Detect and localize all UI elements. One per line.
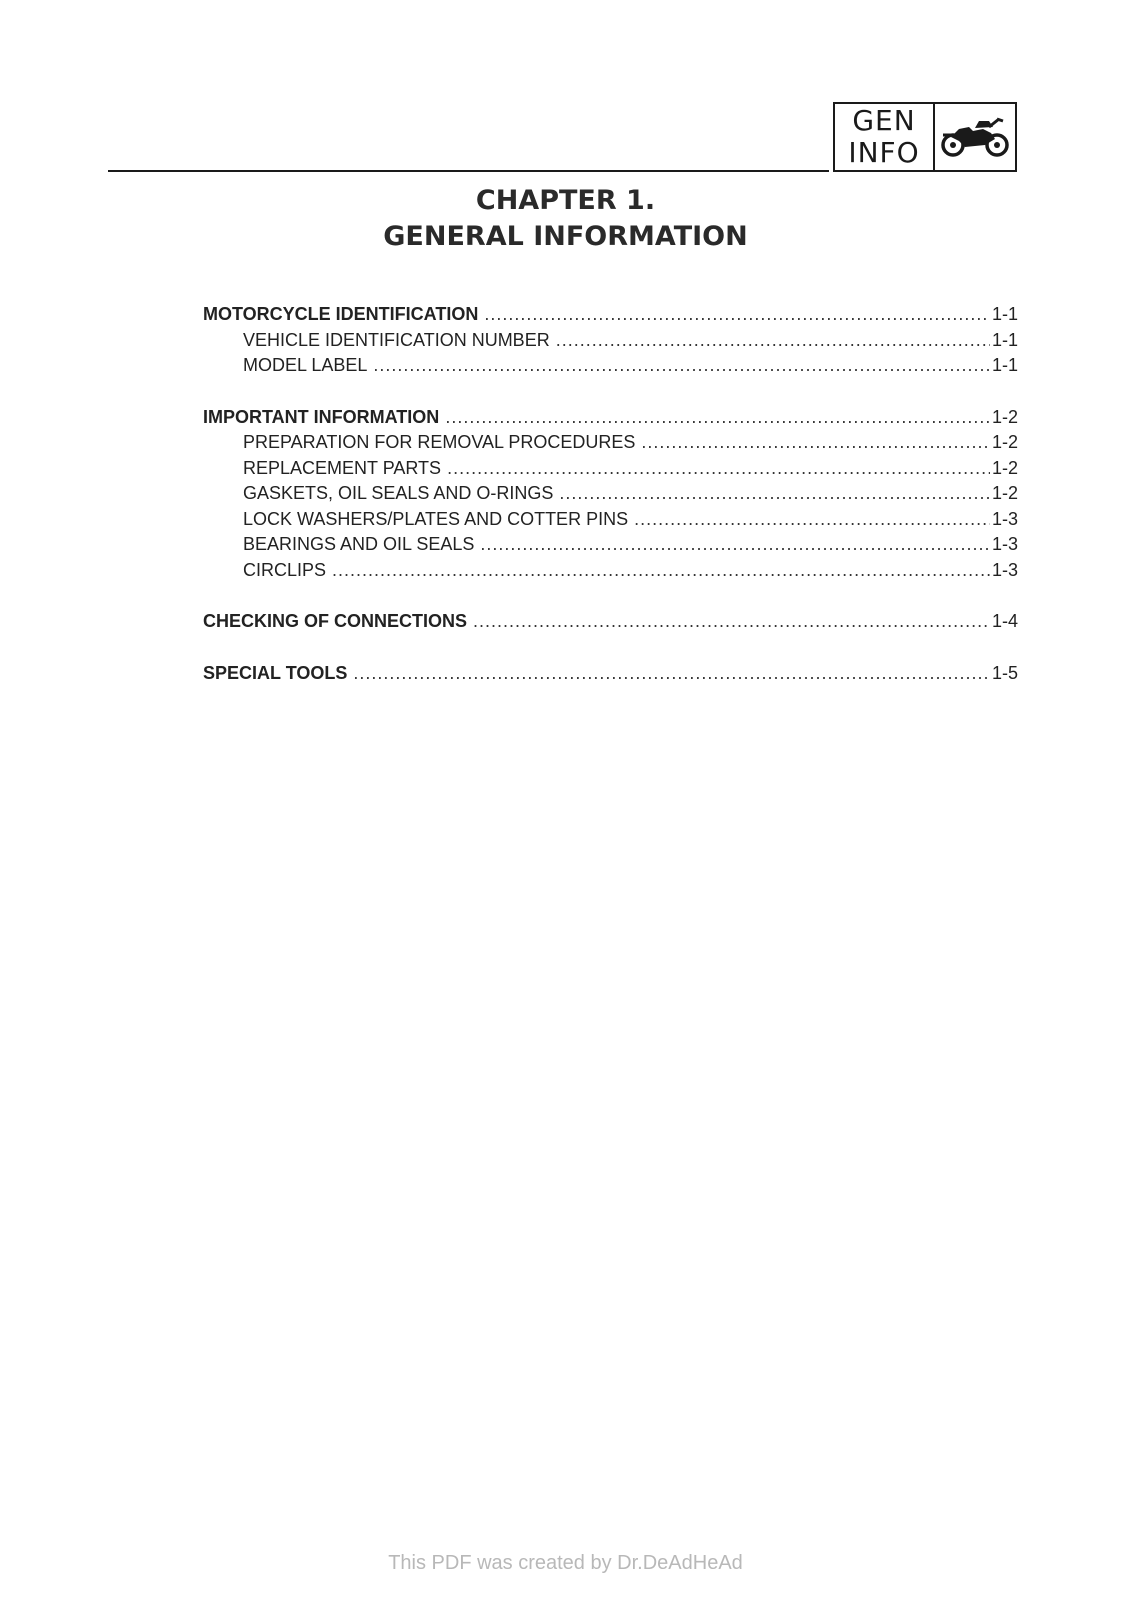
toc-dot-leader	[373, 353, 990, 379]
toc-dot-leader	[634, 507, 990, 533]
toc-section-entry[interactable]	[203, 609, 1018, 635]
toc-group-spacer	[203, 583, 1018, 609]
toc-entry-title: VEHICLE IDENTIFICATION NUMBER	[243, 329, 550, 350]
toc-entry-title: PREPARATION FOR REMOVAL PROCEDURES	[243, 432, 636, 452]
toc-subsection-entry[interactable]	[203, 430, 1018, 456]
badge-line-info: INFO	[848, 136, 920, 169]
toc-dot-leader	[445, 405, 990, 431]
badge-line-gen: GEN	[852, 104, 916, 137]
toc-subsection-entry[interactable]	[203, 481, 1018, 507]
toc-entry-title: BEARINGS AND OIL SEALS	[243, 534, 475, 554]
toc-dot-leader	[641, 430, 990, 456]
chapter-title: GENERAL INFORMATION	[383, 221, 748, 252]
toc-entry-title: MOTORCYCLE IDENTIFICATION	[203, 304, 479, 324]
toc-subsection-entry[interactable]	[203, 456, 1018, 482]
toc-entry-title: REPLACEMENT PARTS	[243, 457, 442, 478]
toc-dot-leader	[353, 661, 990, 687]
toc-subsection-entry[interactable]	[203, 353, 1018, 379]
toc-subsection-entry[interactable]	[203, 507, 1018, 533]
badge-label	[835, 104, 935, 170]
toc-dot-leader	[447, 456, 990, 482]
toc-page-number: 1-3	[991, 559, 1018, 580]
toc-entry-title: CIRCLIPS	[243, 559, 327, 580]
toc-dot-leader	[480, 532, 990, 558]
header-rule	[108, 170, 829, 172]
toc-entry-title: MODEL LABEL	[243, 355, 368, 375]
toc-page-number: 1-1	[991, 304, 1018, 324]
toc-section-entry[interactable]	[203, 302, 1018, 328]
toc-section-entry[interactable]	[203, 661, 1018, 687]
toc-dot-leader	[556, 328, 990, 354]
table-of-contents	[203, 302, 1018, 686]
toc-dot-leader	[473, 609, 990, 635]
toc-page-number: 1-5	[991, 662, 1018, 683]
toc-page-number: 1-2	[991, 406, 1018, 427]
toc-page-number: 1-2	[991, 457, 1018, 478]
watermark-text: This PDF was created by Dr.DeAdHeAd	[388, 1552, 743, 1574]
toc-group-spacer	[203, 635, 1018, 661]
chapter-heading	[0, 183, 1131, 255]
toc-entry-title: SPECIAL TOOLS	[203, 662, 348, 683]
toc-entry-title: CHECKING OF CONNECTIONS	[203, 611, 468, 631]
toc-dot-leader	[559, 481, 990, 507]
toc-group-spacer	[203, 379, 1018, 405]
chapter-number: CHAPTER 1.	[475, 185, 656, 216]
toc-entry-title: IMPORTANT INFORMATION	[203, 406, 440, 427]
section-badge	[833, 102, 1017, 172]
toc-page-number: 1-2	[991, 483, 1018, 503]
toc-entry-title: LOCK WASHERS/PLATES AND COTTER PINS	[243, 508, 629, 529]
toc-entry-title: GASKETS, OIL SEALS AND O-RINGS	[243, 483, 554, 503]
toc-dot-leader	[332, 558, 990, 584]
toc-page-number: 1-1	[991, 355, 1018, 375]
toc-page-number: 1-3	[991, 534, 1018, 554]
toc-page-number: 1-2	[991, 432, 1018, 452]
motorcycle-icon	[935, 104, 1015, 170]
toc-page-number: 1-4	[991, 611, 1018, 631]
toc-section-entry[interactable]	[203, 405, 1018, 431]
toc-dot-leader	[484, 302, 990, 328]
toc-subsection-entry[interactable]	[203, 328, 1018, 354]
toc-subsection-entry[interactable]	[203, 532, 1018, 558]
toc-page-number: 1-1	[991, 329, 1018, 350]
toc-page-number: 1-3	[991, 508, 1018, 529]
toc-subsection-entry[interactable]	[203, 558, 1018, 584]
